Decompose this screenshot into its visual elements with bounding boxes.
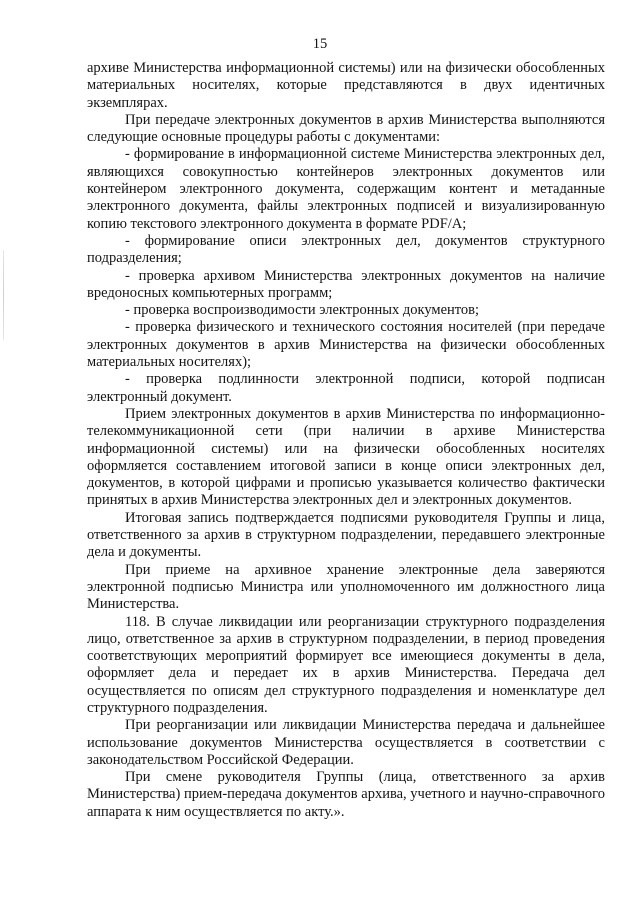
paragraph-archival-storage: При приеме на архивное хранение электронные дела заверяются электронной подписью Министра или уполномоченного им должностного лица Министерства. <box>87 561 605 613</box>
list-item-media-check: - проверка физического и технического состояния носителей (при передаче электронных документов в архив Министерства на физически обособленных материальных носителях); <box>87 319 605 371</box>
list-item-reproducibility-check: - проверка воспроизводимости электронных документов; <box>125 302 480 319</box>
list-item-forming-cases: - формирование в информационной системе Министерства электронных дел, являющихся совокупностью контейнеров электронных документов или контейнером электронного документа, содержащим контент и метаданные электронного документа, файлы электронных подписей и визуализированную копию текстового электронного документа в формате PDF/A; <box>87 146 605 232</box>
document-body <box>87 60 605 821</box>
list-item-malware-check: - проверка архивом Министерства электронных документов на наличие вредоносных компьютерных программ; <box>87 267 605 301</box>
paragraph-continuation: архиве Министерства информационной системы) или на физически обособленных материальных носителях, которые представляются в двух идентичных экземплярах. <box>87 60 605 111</box>
paragraph-final-record: Итоговая запись подтверждается подписями руководителя Группы и лица, ответственного за архив в структурном подразделении, передавшего электронные дела и документы. <box>87 509 605 561</box>
paragraph-item-118: 118. В случае ликвидации или реорганизации структурного подразделения лицо, ответственное за архив в структурном подразделении, в период проведения соответствующих мероприятий формирует все имеющиеся документы в дела, оформляет дела и передает их в архив Министерства. Передача дел осуществляется по описям дел структурного подразделения и номенклатуре дел структурного подразделения. <box>87 613 605 716</box>
list-item-inventory: - формирование описи электронных дел, документов структурного подразделения; <box>87 232 605 267</box>
page-number: 15 <box>312 36 328 52</box>
scan-edge-mark <box>3 250 4 340</box>
paragraph-procedures-intro: При передаче электронных документов в архив Министерства выполняются следующие основные процедуры работы с документами: <box>87 111 605 146</box>
paragraph-reorganization: При реорганизации или ликвидации Министерства передача и дальнейшее использование документов Министерства осуществляется в соответствии с законодательством Российской Федерации. <box>87 717 605 768</box>
list-item-signature-check: - проверка подлинности электронной подписи, которой подписан электронный документ. <box>87 371 605 405</box>
paragraph-acceptance: Прием электронных документов в архив Министерства по информационно-телекоммуникационной сети (при наличии в архиве Министерства информационной системы) или на физически обособленных носителях оформляется составлением итоговой записи в конце описи электронных дел, документов, в которой цифрами и прописью указывается количество фактически принятых в архив Министерства электронных дел и электронных документов. <box>87 405 605 509</box>
paragraph-head-change: При смене руководителя Группы (лица, ответственного за архив Министерства) прием-передача документов архива, учетного и научно-справочного аппарата к ним осуществляется по акту.». <box>87 769 605 820</box>
